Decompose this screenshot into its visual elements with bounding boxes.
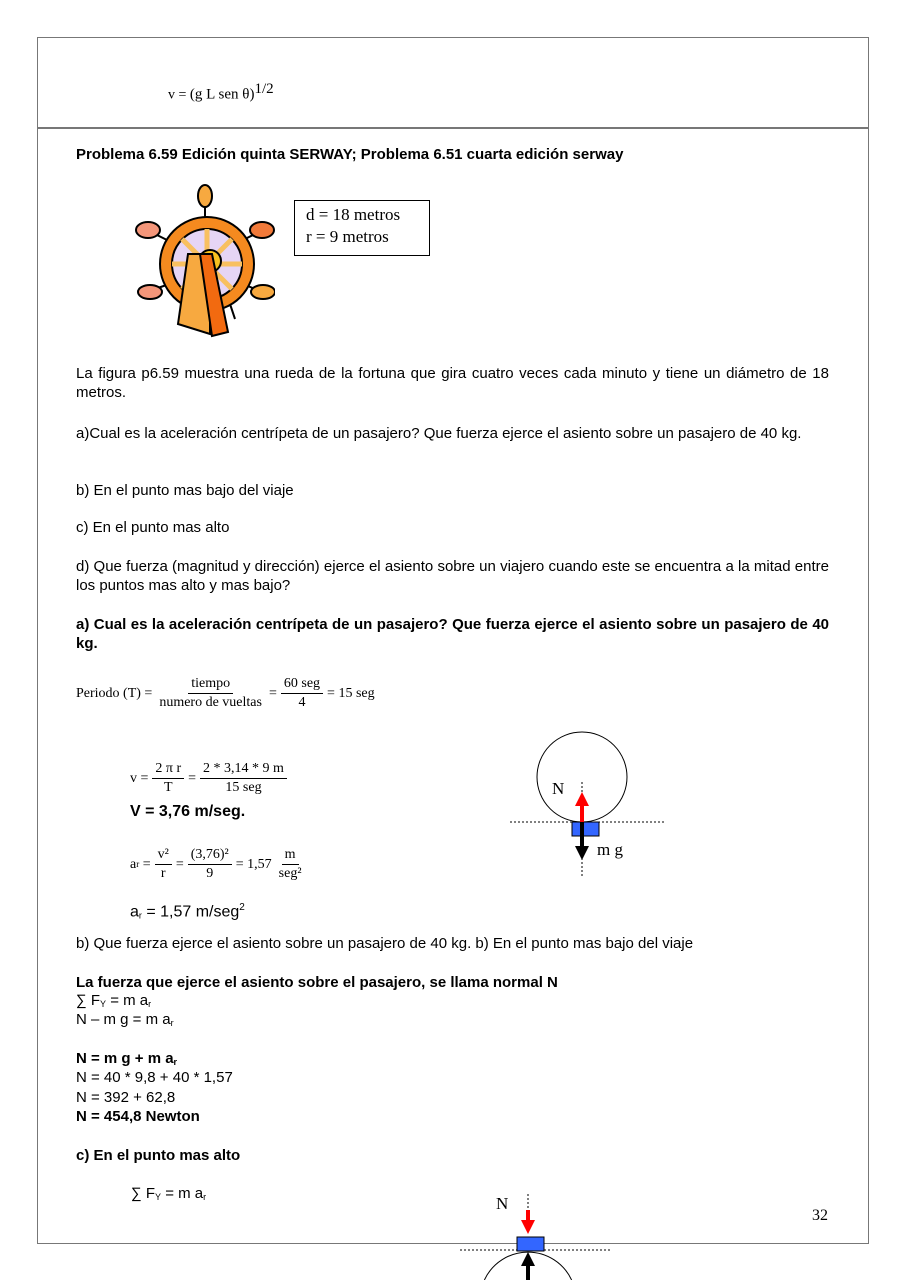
eq-sub: Y (100, 999, 107, 1009)
statement-a: a)Cual es la aceleración centrípeta de un pasajero? Que fuerza ejerce el asiento sobre un pasajero de 40 kg. (76, 425, 802, 442)
solution-a-heading: a) Cual es la aceleración centrípeta de un pasajero? Que fuerza ejerce el asiento sobre un pasajero de 40 kg. (76, 616, 829, 652)
frac-num: m (282, 846, 299, 865)
periodo-lhs: Periodo (T) = (76, 686, 153, 701)
eq-text: ∑ F (76, 992, 101, 1009)
diagram-top-n-label: N (496, 1194, 509, 1213)
eq-sub: r (173, 1057, 178, 1067)
solution-b-eq4: N = 40 * 9,8 + 40 * 1,57 (76, 1069, 233, 1086)
eq-sub: r (170, 1018, 174, 1028)
frac-num: tiempo (188, 675, 233, 694)
top-point-diagram (455, 1192, 615, 1280)
frac-den: seg² (278, 866, 302, 881)
top-formula (168, 80, 274, 105)
problem-title: Problema 6.59 Edición quinta SERWAY; Problema 6.51 cuarta edición serway (76, 146, 624, 163)
solution-b-eq5: N = 392 + 62,8 (76, 1089, 176, 1106)
periodo-formula: Periodo (T) = $\frac{\text{tiempo}}{\text{numero de vueltas}}$ = $\frac{\text{60 seg}}{4}$ = 15 seg (76, 676, 375, 710)
frac-den: 15 seg (225, 780, 262, 795)
solution-b-result: N = 454,8 Newton (76, 1108, 200, 1125)
eq-sub: Y (155, 1192, 162, 1202)
accel-result (130, 898, 245, 925)
diagram-mg-label: m g (597, 840, 623, 859)
eq-sub: r (203, 1192, 207, 1202)
formula-body: (g L sen θ) (189, 86, 255, 103)
bottom-point-diagram (505, 730, 675, 880)
eq-text: N – m g = m a (76, 1011, 171, 1028)
given-radius: r = 9 metros (306, 227, 389, 246)
ferris-wheel-image (130, 184, 275, 342)
solution-c-eq1 (131, 1184, 206, 1207)
formula-exp: 1/2 (254, 81, 274, 97)
statement-c: c) En el punto mas alto (76, 519, 230, 536)
velocity-result: V = 3,76 m/seg. (130, 803, 246, 820)
eq-sub: r (148, 999, 152, 1009)
accel-formula: a r = $\frac{\text{v²}}{r}$ = $\frac{\text{(3,76)²}}{9}$ = 1,57 $\frac{m}{\text{seg²}}$ (130, 846, 309, 883)
statement-intro: La figura p6.59 muestra una rueda de la fortuna que gira cuatro veces cada minuto y tiene un diámetro de 18 metros. (76, 365, 829, 401)
formula-eq: = (178, 87, 187, 103)
accel-lhs-sub: r (136, 859, 140, 869)
accel-result-a: a (130, 903, 139, 921)
frac-num: 2 π r (152, 760, 184, 779)
page-number: 32 (812, 1207, 828, 1224)
frac-den: 9 (206, 866, 214, 881)
eq-text: = m a (161, 1185, 204, 1202)
statement-d: d) Que fuerza (magnitud y dirección) ejerce el asiento sobre un viajero cuando este se encuentra a la mitad entre los puntos mas alto y mas bajo? (76, 558, 829, 594)
eq-text: N = m g + m a (76, 1050, 174, 1067)
frac-num: 60 seg (281, 675, 323, 694)
given-diameter: d = 18 metros (306, 205, 401, 224)
accel-lhs: a (130, 857, 137, 872)
velocity-formula: v = $\frac{\text{2 π r}}{T}$ = $\frac{2 * 3,14 * 9 m}{\text{15 seg}}$ (130, 760, 291, 797)
eq-text: = m a (106, 992, 149, 1009)
solution-b-eq2 (76, 1010, 174, 1033)
statement-b: b) En el punto mas bajo del viaje (76, 482, 294, 499)
frac-num: v² (155, 846, 172, 865)
frac-num: (3,76)² (188, 846, 232, 865)
normal-arrow-icon (575, 792, 589, 806)
seat-block (517, 1237, 544, 1251)
formula-lhs: v (168, 87, 175, 103)
accel-result-value: = 1,57 m/seg (141, 903, 240, 921)
velocity-lhs: v = (130, 771, 149, 786)
periodo-result: = 15 seg (327, 686, 375, 701)
frac-den: T (163, 780, 173, 795)
solution-c-heading: c) En el punto mas alto (76, 1147, 241, 1164)
weight-arrow-icon (575, 846, 589, 860)
weight-arrow-icon (521, 1252, 535, 1266)
solution-b-intro: La fuerza que ejerce el asiento sobre el pasajero, se llama normal N (76, 974, 558, 991)
solution-b-question: b) Que fuerza ejerce el asiento sobre un pasajero de 40 kg. b) En el punto mas bajo del viaje (76, 935, 694, 952)
givens-box (294, 200, 430, 256)
eq-text: ∑ F (131, 1185, 156, 1202)
seat-block (572, 822, 599, 836)
diagram-n-label: N (552, 779, 565, 798)
frac-den: r (160, 866, 166, 881)
accel-result-sub: r (138, 910, 142, 921)
normal-arrow-icon (521, 1220, 535, 1234)
accel-mid: = 1,57 (235, 857, 272, 872)
frac-den: numero de vueltas (159, 695, 262, 710)
frac-den: 4 (298, 695, 306, 710)
accel-result-sup: 2 (239, 902, 245, 913)
frac-num: 2 * 3,14 * 9 m (200, 760, 287, 779)
section-divider (37, 127, 869, 129)
